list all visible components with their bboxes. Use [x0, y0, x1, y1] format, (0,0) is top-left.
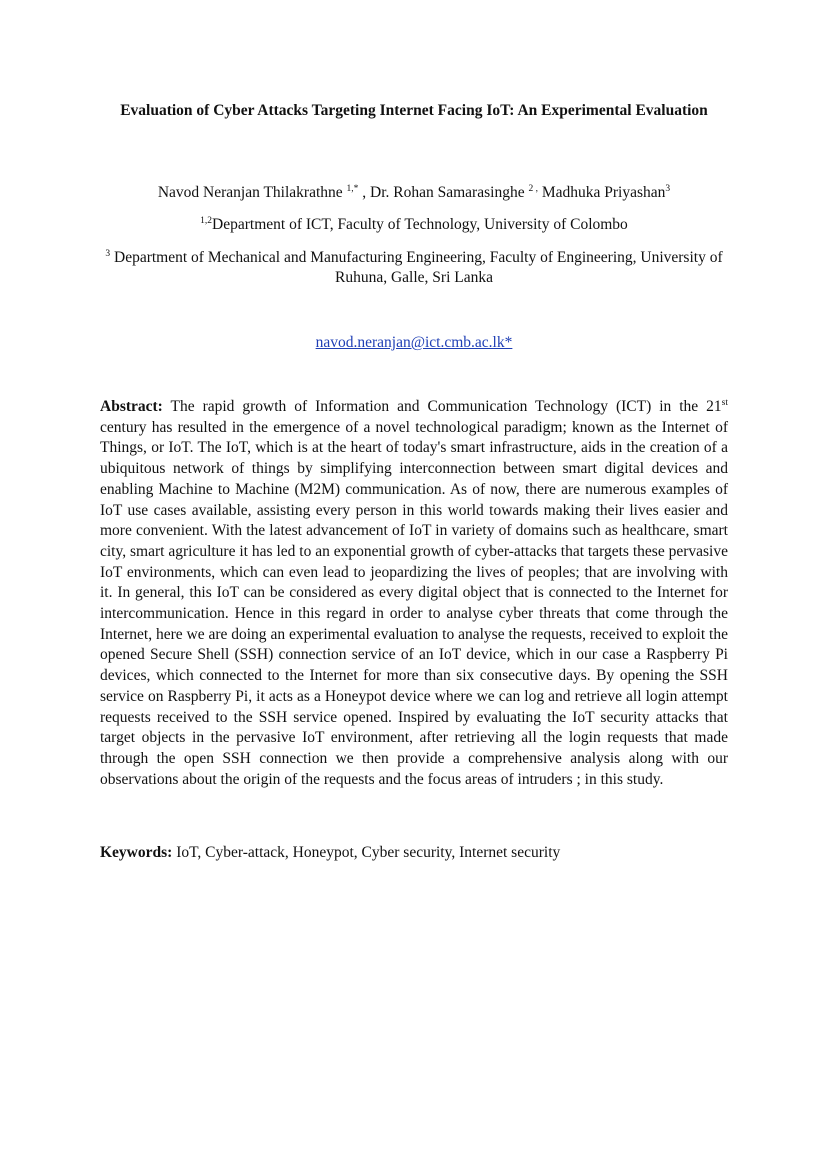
affiliation-1-superscript: 1,2	[200, 215, 213, 226]
author-3-name: Madhuka Priyashan	[537, 184, 666, 201]
author-1-name: Navod Neranjan Thilakrathne	[157, 184, 343, 201]
corresponding-email	[80, 333, 748, 353]
keywords-label: Keywords:	[100, 844, 173, 861]
abstract-text-start: The rapid growth of Information and Communication Technology (ICT) in the 21	[162, 398, 722, 415]
affiliation-2	[100, 248, 728, 288]
abstract-label: Abstract:	[100, 398, 163, 415]
author-3-superscript: 3	[665, 183, 671, 194]
abstract-superscript: st	[721, 397, 728, 408]
author-2-superscript: 2 ,	[528, 183, 538, 194]
affiliation-1	[80, 215, 748, 235]
email-link[interactable]: navod.neranjan@ict.cmb.ac.lk*	[315, 334, 513, 351]
keywords-text: IoT, Cyber-attack, Honeypot, Cyber security, Internet security	[172, 844, 561, 861]
author-line	[80, 183, 748, 203]
abstract-text-rest: century has resulted in the emergence of a novel technological paradigm; known as the Internet of Things, or IoT. The IoT, which is at the heart of today's smart infrastructure, aids in the creation of a ubiquitous network of things by simplifying interconnection between smart digital devices and enabling Machine to Machine (M2M) communication. As of now, there are numerous examples of IoT use cases available, assisting every person in this world towards making their lives easier and more convenient. With the latest advancement of IoT in variety of domains such as healthcare, smart city, smart agriculture it has led to an exponential growth of cyber-attacks that targets these pervasive IoT environments, which can even lead to jeopardizing the lives of peoples; that are involving with it. In general, this IoT can be considered as every digital object that is connected to the Internet for intercommunication. Hence in this regard in order to analyse cyber threats that come through the Internet, here we are doing an experimental evaluation to analyse the requests, received to exploit the opened Secure Shell (SSH) connection service of an IoT device, which in our case a Raspberry Pi devices, which connected to the Internet for more than six consecutive days. By opening the SSH service on Raspberry Pi, it acts as a Honeypot device where we can log and retrieve all login attempt requests received to the SSH service opened. Inspired by evaluating the IoT security attacks that target objects in the pervasive IoT environment, after retrieving all the login requests that made through the open SSH connection we then provide a comprehensive analysis along with our observations about the origin of the requests and the focus areas of intruders ; in this study.	[100, 418, 728, 788]
keywords-paragraph	[100, 843, 728, 863]
author-1-superscript: 1,*	[346, 183, 359, 194]
affiliation-2-superscript: 3	[105, 248, 111, 259]
affiliation-1-text: Department of ICT, Faculty of Technology, University of Colombo	[212, 216, 628, 233]
author-2-name: , Dr. Rohan Samarasinghe	[358, 184, 529, 201]
paper-title: Evaluation of Cyber Attacks Targeting Internet Facing IoT: An Experimental Evaluation	[120, 102, 708, 119]
abstract-paragraph	[100, 397, 728, 790]
affiliation-2-text: Department of Mechanical and Manufacturing Engineering, Faculty of Engineering, University of Ruhuna, Galle, Sri Lanka	[110, 249, 723, 286]
